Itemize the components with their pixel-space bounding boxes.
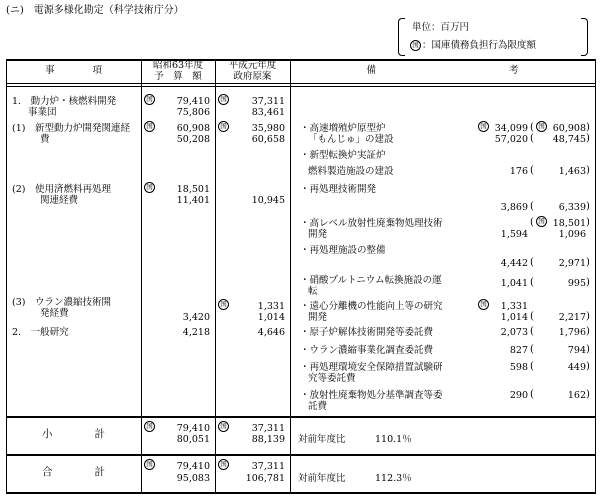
prev-r3-b: 11,401 (176, 195, 210, 206)
gov-r2-b: 60,658 (251, 134, 285, 145)
remark-atr-v1: 176 (509, 166, 528, 177)
remark-monju-v1b: 57,020 (494, 134, 528, 145)
treasury-mark-icon: 国 (218, 121, 229, 132)
header-prev-year: 昭和63年度 (152, 60, 204, 71)
header-gov-plan: 政府原案 (233, 71, 272, 82)
prev-r2-a: 60,908 (176, 123, 210, 134)
treasury-mark-icon: 国 (410, 40, 421, 51)
total-prev-a: 79,410 (176, 461, 210, 472)
gov-r3: 10,945 (251, 195, 285, 206)
remark-plutonium-v2: 995 (567, 278, 586, 289)
treasury-mark-icon: 国 (218, 459, 229, 470)
remark-hlw: ・高レベル放射性廃棄物処理技術 (300, 218, 443, 229)
treasury-mark-icon: 国 (144, 459, 155, 470)
remark-reprocessing-facility-v1: 4,442 (500, 258, 528, 269)
subtotal-label: 小 計 (42, 428, 105, 440)
remark-reprocessing-dev: ・再処理技術開発 (300, 184, 377, 195)
remark-safeguards-v1: 598 (509, 362, 528, 373)
gov-r5: 4,646 (257, 327, 285, 338)
prev-r4: 3,420 (182, 312, 210, 323)
total-label: 合 計 (42, 466, 105, 478)
treasury-mark-icon: 国 (218, 421, 229, 432)
subtotal-gov-b: 88,139 (251, 434, 285, 445)
remark-hlw-v1: 1,594 (500, 229, 528, 240)
unit-mark-explanation: ：国庫債務負担行為限度額 (422, 40, 537, 51)
row-fbr-label: (1) 新型動力炉開発関連経 (12, 123, 130, 134)
prev-r3-a: 18,501 (176, 184, 210, 195)
remark-waste-disposal-2: 託費 (308, 401, 328, 412)
row-doryokuro-label: 1. 動力炉・核燃料開発 (12, 96, 117, 107)
remark-enrichment-survey-v2: 794 (567, 345, 586, 356)
remark-monju-v2a: 60,908 (552, 123, 586, 134)
remark-safeguards-v2: 449 (567, 362, 586, 373)
prev-r5: 4,218 (182, 327, 210, 338)
treasury-mark-icon: 国 (144, 421, 155, 432)
treasury-mark-icon: 国 (144, 182, 155, 193)
remark-atr: ・新型転換炉実証炉 (300, 150, 386, 161)
treasury-mark-icon: 国 (218, 94, 229, 105)
remark-centrifuge-2: 開発 (308, 312, 328, 323)
treasury-mark-icon: 国 (478, 121, 489, 132)
remark-hlw-v2a: 18,501 (552, 218, 586, 229)
remark-plutonium: ・硝酸プルトニウム転換施設の運 (300, 275, 442, 286)
remark-reprocessing-dev-v2: 6,339 (558, 202, 586, 213)
row-fbr-label-2: 費 (40, 134, 50, 145)
section-title: (ニ) 電源多様化勘定（科学技術庁分） (6, 5, 184, 16)
remark-decommissioning-v2: 1,796 (558, 327, 586, 338)
subtotal-ratio-label: 対前年度比 (298, 434, 346, 445)
remark-monju: ・高速増殖炉原型炉 (300, 123, 386, 134)
gov-r2-a: 35,980 (251, 123, 285, 134)
header-prev-budget: 予 算 額 (154, 71, 202, 82)
subtotal-ratio: 110.1％ (375, 434, 412, 445)
remark-enrichment-survey: ・ウラン濃縮事業化調査委託費 (300, 345, 434, 356)
remark-centrifuge: ・遠心分離機の性能向上等の研究 (300, 301, 443, 312)
remark-reprocessing-facility-v2: 2,971 (558, 258, 586, 269)
gov-r4-b: 1,014 (257, 312, 285, 323)
total-gov-a: 37,311 (251, 461, 285, 472)
remark-plutonium-2: 転 (308, 286, 318, 297)
remark-monju-v2b: 48,745 (552, 134, 586, 145)
header-gov-year: 平成元年度 (228, 60, 277, 71)
treasury-mark-icon: 国 (478, 299, 489, 310)
treasury-mark-icon: 国 (536, 216, 547, 227)
prev-r1-b: 75,806 (176, 107, 210, 118)
row-doryokuro-label-2: 事業団 (28, 107, 57, 118)
unit-legend (398, 18, 588, 56)
remark-enrichment-survey-v1: 827 (509, 345, 528, 356)
remark-plutonium-v1: 1,041 (500, 278, 528, 289)
total-prev-b: 95,083 (176, 473, 210, 484)
total-gov-b: 106,781 (245, 473, 285, 484)
remark-safeguards-2: 究等委託費 (308, 373, 356, 384)
remark-monju-2: 「もんじゅ」の建設 (308, 134, 394, 145)
remark-centrifuge-v1a: 1,331 (500, 301, 528, 312)
subtotal-prev-b: 80,051 (176, 434, 210, 445)
remark-decommissioning: ・原子炉解体技術開発等委託費 (300, 327, 434, 338)
row-reprocessing-label-2: 関連経費 (40, 195, 79, 206)
remark-reprocessing-facility: ・再処理施設の整備 (300, 245, 386, 256)
prev-r1-a: 79,410 (176, 96, 210, 107)
prev-r2-b: 50,208 (176, 134, 210, 145)
subtotal-gov-a: 37,311 (251, 423, 285, 434)
remark-atr-v2: 1,463 (558, 166, 586, 177)
row-enrichment-label-2: 発経費 (40, 308, 69, 319)
remark-waste-disposal-v1: 290 (509, 390, 528, 401)
remark-hlw-v2b: 1,096 (558, 229, 586, 240)
remark-reprocessing-dev-v1: 3,869 (500, 202, 528, 213)
gov-r1-a: 37,311 (251, 96, 285, 107)
treasury-mark-icon: 国 (536, 121, 547, 132)
row-enrichment-label: (3) ウラン濃縮技術開 (12, 297, 111, 308)
remark-centrifuge-v2: 2,217 (558, 312, 586, 323)
row-reprocessing-label: (2) 使用済燃料再処理 (12, 184, 111, 195)
header-remarks: 備 考 (366, 65, 519, 76)
total-ratio-label: 対前年度比 (298, 473, 346, 484)
row-general-research-label: 2. 一般研究 (12, 327, 69, 338)
remark-atr-2: 燃料製造施設の建設 (308, 166, 394, 177)
remark-monju-v1a: 34,099 (494, 123, 528, 134)
gov-r4-a: 1,331 (257, 301, 285, 312)
remark-hlw-2: 開発 (308, 229, 328, 240)
treasury-mark-icon: 国 (218, 299, 229, 310)
remark-centrifuge-v1b: 1,014 (500, 312, 528, 323)
remark-waste-disposal: ・放射性廃棄物処分基準調査等委 (300, 390, 443, 401)
treasury-mark-icon: 国 (144, 94, 155, 105)
treasury-mark-icon: 国 (144, 121, 155, 132)
remark-decommissioning-v1: 2,073 (500, 327, 528, 338)
total-ratio: 112.3％ (375, 473, 412, 484)
gov-r1-b: 83,461 (251, 107, 285, 118)
header-item: 事 項 (44, 65, 102, 76)
subtotal-prev-a: 79,410 (176, 423, 210, 434)
unit-label: 単位：百万円 (412, 22, 470, 33)
remark-waste-disposal-v2: 162 (567, 390, 586, 401)
remark-safeguards: ・再処理環境安全保障措置試験研 (300, 362, 443, 373)
